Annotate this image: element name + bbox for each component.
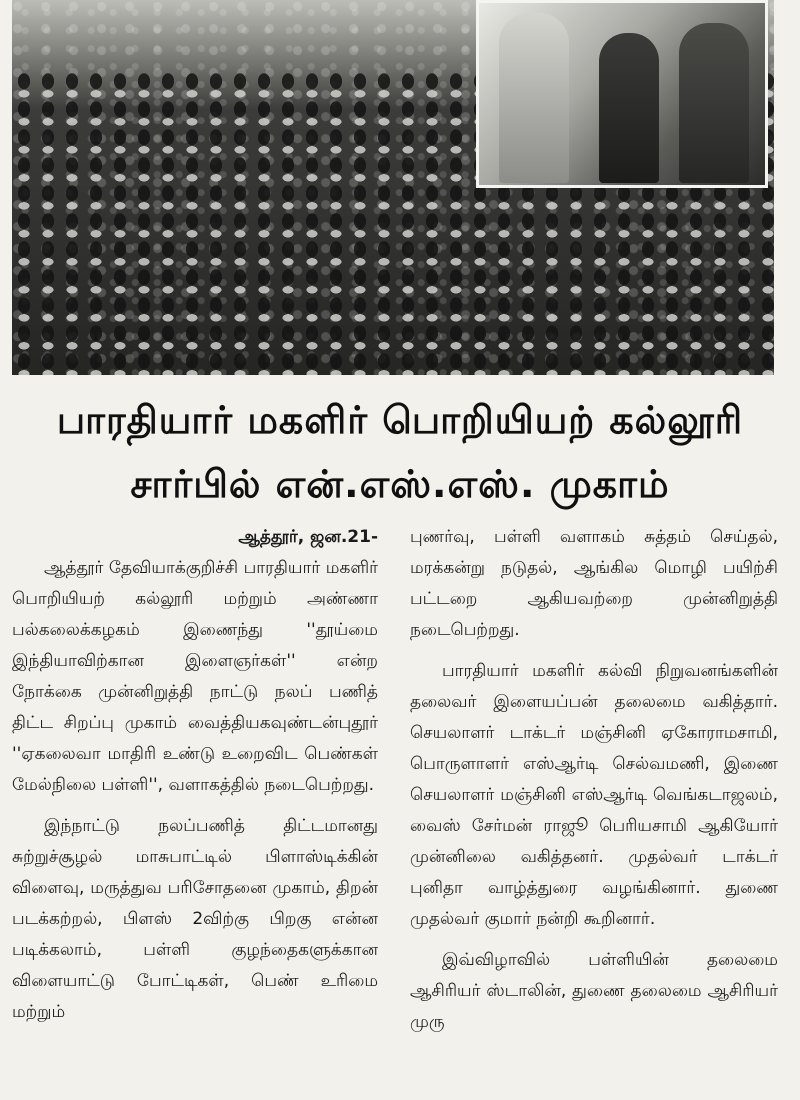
article-paragraph: இந்நாட்டு நலப்பணித் திட்டமானது சுற்றுச்சூழல் மாசுபாட்டில் பிளாஸ்டிக்கின் விளைவு, மருத்துவ பரிசோதனை முகாம், திறன் படக்கற்றல், பிளஸ் 2விற்கு பிறகு என்ன படிக்கலாம், பள்ளி குழந்தைகளுக்கான விளையாட்டு போட்டிகள், பெண் உரிமை மற்றும் (12, 816, 378, 1022)
inset-figure (679, 23, 749, 183)
news-photo (12, 0, 774, 375)
dateline: ஆத்தூர், ஜன.21- (238, 527, 378, 547)
inset-figure (599, 33, 659, 183)
article-paragraph: ஆத்தூர் தேவியாக்குறிச்சி பாரதியார் மகளிர் பொறியியற் கல்லூரி மற்றும் அண்ணா பல்கலைக்கழகம் இணைந்து ''தூய்மை இந்தியாவிற்கான இளைஞர்கள்'' என்ற நோக்கை முன்னிறுத்தி நாட்டு நலப் பணித் திட்ட சிறப்பு முகாம் வைத்தியகவுண்டன்புதூர் ''ஏகலைவா மாதிரி உண்டு உறைவிட பெண்கள் மேல்நிலை பள்ளி'', வளாகத்தில் நடைபெற்றது. (12, 558, 378, 795)
article-paragraph: பாரதியார் மகளிர் கல்வி நிறுவனங்களின் தலைவர் இளையப்பன் தலைமை வகித்தார். செயலாளர் டாக்டர் மஞ்சினி ஏகோராமசாமி, பொருளாளர் எஸ்ஆர்டி செல்வமணி, இணை செயலாளர் மஞ்சினி எஸ்ஆர்டி வெங்கடாஜலம், வைஸ் சேர்மன் ராஜூ பெரியசாமி ஆகியோர் முன்னிலை வகித்தனர். முதல்வர் டாக்டர் புனிதா வாழ்த்துரை வழங்கினார். துணை முதல்வர் குமார் நன்றி கூறினார். (410, 661, 778, 929)
article-column-right (410, 522, 778, 1038)
headline-line-1: பாரதியார் மகளிர் பொறியியற் கல்லூரி (56, 398, 744, 442)
inset-photo (476, 0, 768, 188)
headline-line-2: சார்பில் என்.எஸ்.எஸ். முகாம் (130, 462, 670, 506)
article-column-left (12, 522, 378, 1028)
article-paragraph: புணர்வு, பள்ளி வளாகம் சுத்தம் செய்தல், மரக்கன்று நடுதல், ஆங்கில மொழி பயிற்சி பட்டறை ஆகியவற்றை முன்னிறுத்தி நடைபெற்றது. (410, 527, 778, 640)
article-paragraph: இவ்விழாவில் பள்ளியின் தலைமை ஆசிரியர் ஸ்டாலின், துணை தலைமை ஆசிரியர் முரு (410, 950, 778, 1032)
inset-figure (499, 13, 569, 183)
